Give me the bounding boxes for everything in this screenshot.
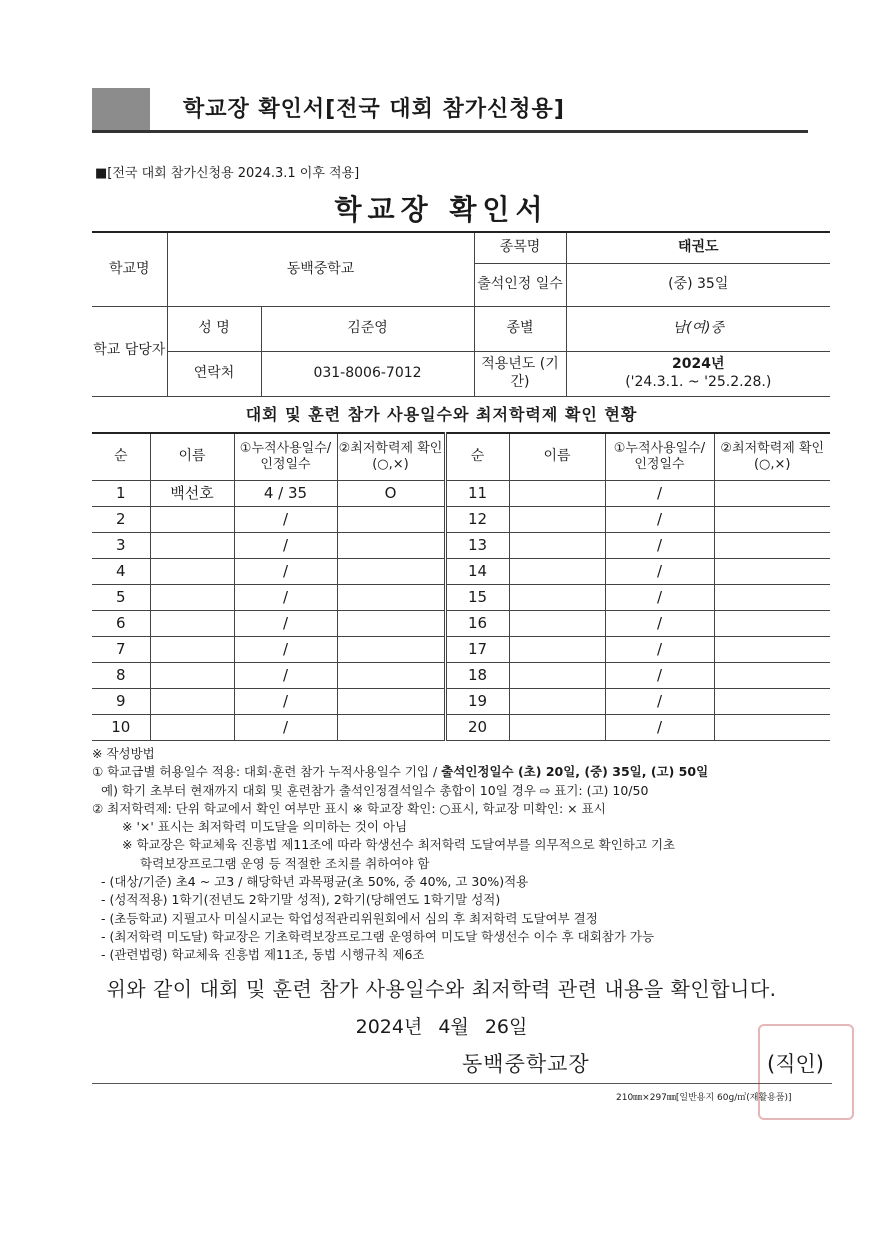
days-cell: / bbox=[605, 663, 714, 689]
name-cell bbox=[150, 663, 234, 689]
seq-cell: 20 bbox=[445, 715, 509, 741]
name-label: 성 명 bbox=[167, 306, 261, 351]
notes-line bbox=[92, 763, 837, 781]
notes-line: ※ 학교장은 학교체육 진흥법 제11조에 따라 학생선수 최저학력 도달여부를 의무적으로 확인하고 기초 bbox=[122, 837, 676, 853]
header-title: 학교장 확인서[전국 대회 참가신청용] bbox=[183, 97, 565, 122]
days-cell: / bbox=[234, 663, 337, 689]
header-days: ①누적사용일수/ 인정일수 bbox=[605, 433, 714, 481]
name-cell bbox=[509, 689, 605, 715]
check-cell bbox=[714, 481, 830, 507]
check-cell bbox=[714, 507, 830, 533]
seq-cell: 15 bbox=[445, 585, 509, 611]
seq-cell: 16 bbox=[445, 611, 509, 637]
notes-line1b: 출석인정일수 (초) 20일, (중) 35일, (고) 50일 bbox=[441, 764, 709, 780]
name-cell bbox=[509, 559, 605, 585]
days-cell: / bbox=[605, 559, 714, 585]
seq-cell: 14 bbox=[445, 559, 509, 585]
check-cell bbox=[337, 533, 445, 559]
days-cell: / bbox=[605, 533, 714, 559]
bottom-rule bbox=[92, 1083, 832, 1084]
seq-cell: 13 bbox=[445, 533, 509, 559]
contact-label: 연락처 bbox=[167, 351, 261, 396]
notes-line: - (성적적용) 1학기(전년도 2학기말 성적), 2학기(당해연도 1학기말 성적) bbox=[101, 892, 501, 908]
name-cell bbox=[150, 507, 234, 533]
check-cell bbox=[714, 637, 830, 663]
table-row bbox=[92, 689, 830, 715]
notes-line: - (초등학교) 지필고사 미실시교는 학업성적관리위원회에서 심의 후 최저학력 도달여부 결정 bbox=[101, 910, 598, 926]
year-value: 2024년 bbox=[672, 356, 725, 372]
seq-cell: 19 bbox=[445, 689, 509, 715]
instructions bbox=[92, 745, 837, 965]
check-cell bbox=[337, 637, 445, 663]
contact-value: 031-8006-7012 bbox=[261, 351, 474, 396]
days-cell: / bbox=[234, 689, 337, 715]
check-cell bbox=[337, 715, 445, 741]
check-cell: O bbox=[337, 481, 445, 507]
seq-cell: 10 bbox=[92, 715, 150, 741]
check-cell bbox=[337, 559, 445, 585]
school-name-value: 동백중학교 bbox=[167, 232, 474, 306]
notes-line: - (관련법령) 학교체육 진흥법 제11조, 동법 시행규칙 제6조 bbox=[101, 947, 425, 963]
gender-label: 종별 bbox=[474, 306, 566, 351]
check-cell bbox=[714, 585, 830, 611]
header-days: ①누적사용일수/인정일수 bbox=[234, 433, 337, 481]
name-cell bbox=[509, 715, 605, 741]
name-cell bbox=[150, 689, 234, 715]
gender-value: 남(여)중 bbox=[566, 306, 830, 351]
name-cell bbox=[509, 637, 605, 663]
section-title: 대회 및 훈련 참가 사용일수와 최저학력제 확인 현황 bbox=[245, 405, 638, 424]
header-seq: 순 bbox=[92, 433, 150, 481]
notes-line: ※ '×' 표시는 최저학력 미도달을 의미하는 것이 아님 bbox=[122, 819, 408, 835]
days-cell: / bbox=[234, 637, 337, 663]
table-row bbox=[92, 481, 830, 507]
table-row bbox=[92, 533, 830, 559]
days-cell: / bbox=[605, 689, 714, 715]
check-cell bbox=[714, 715, 830, 741]
seq-cell: 2 bbox=[92, 507, 150, 533]
name-cell bbox=[150, 715, 234, 741]
notes-line: 학력보장프로그램 운영 등 적절한 조치를 취하여야 함 bbox=[140, 855, 430, 871]
seq-cell: 11 bbox=[445, 481, 509, 507]
days-cell: / bbox=[234, 611, 337, 637]
principal-name: 동백중학교장 bbox=[462, 1052, 590, 1076]
table-row bbox=[92, 611, 830, 637]
school-info-table bbox=[92, 231, 830, 397]
check-cell bbox=[714, 611, 830, 637]
name-cell bbox=[509, 481, 605, 507]
seq-cell: 3 bbox=[92, 533, 150, 559]
header-rule bbox=[92, 130, 808, 133]
check-cell bbox=[714, 663, 830, 689]
seq-cell: 4 bbox=[92, 559, 150, 585]
notes-heading: ※ 작성방법 bbox=[92, 746, 155, 761]
check-cell bbox=[337, 689, 445, 715]
check-cell bbox=[714, 559, 830, 585]
notice-text: ■[전국 대회 참가신청용 2024.3.1 이후 적용] bbox=[95, 166, 360, 181]
notes-line: 예) 학기 초부터 현재까지 대회 및 훈련참가 출석인정결석일수 총합이 10일 경우 ⇨ 표기: (고) 10/50 bbox=[101, 782, 649, 798]
header-check: ②최저학력제 확인(○,×) bbox=[337, 433, 445, 481]
days-cell: / bbox=[605, 715, 714, 741]
check-cell bbox=[337, 611, 445, 637]
days-cell: / bbox=[234, 507, 337, 533]
header-gray-block bbox=[92, 88, 150, 132]
document-title: 학교장 확인서 bbox=[334, 193, 549, 226]
issue-date: 2024년 4월 26일 bbox=[355, 1016, 528, 1038]
table-row bbox=[92, 637, 830, 663]
seq-cell: 8 bbox=[92, 663, 150, 689]
name-cell bbox=[150, 611, 234, 637]
seq-cell: 7 bbox=[92, 637, 150, 663]
seq-cell: 5 bbox=[92, 585, 150, 611]
notes-line1a: ① 학교급별 허용일수 적용: 대회·훈련 참가 누적사용일수 기입 / bbox=[92, 764, 442, 780]
attendance-value: (중) 35일 bbox=[566, 263, 830, 306]
days-cell: / bbox=[234, 559, 337, 585]
header-name: 이름 bbox=[150, 433, 234, 481]
days-cell: / bbox=[234, 715, 337, 741]
header-name: 이름 bbox=[509, 433, 605, 481]
notes-line: - (대상/기준) 초4 ~ 고3 / 해당학년 과목평균(초 50%, 중 40%, 고 30%)적용 bbox=[101, 874, 529, 890]
manager-label: 학교 담당자 bbox=[92, 306, 167, 396]
days-cell: / bbox=[234, 533, 337, 559]
days-cell: / bbox=[605, 481, 714, 507]
records-table bbox=[92, 432, 830, 741]
name-cell bbox=[509, 663, 605, 689]
year-cell bbox=[566, 351, 830, 396]
header-seq: 순 bbox=[445, 433, 509, 481]
check-cell bbox=[337, 507, 445, 533]
name-cell bbox=[150, 637, 234, 663]
days-cell: / bbox=[605, 585, 714, 611]
seq-cell: 9 bbox=[92, 689, 150, 715]
header-check: ②최저학력제 확인(○,×) bbox=[714, 433, 830, 481]
seq-cell: 18 bbox=[445, 663, 509, 689]
event-value: 태권도 bbox=[566, 232, 830, 263]
name-cell bbox=[509, 533, 605, 559]
name-cell bbox=[150, 533, 234, 559]
year-label: 적용년도 (기간) bbox=[474, 351, 566, 396]
school-name-label: 학교명 bbox=[92, 232, 167, 306]
confirmation-text: 위와 같이 대회 및 훈련 참가 사용일수와 최저학력 관련 내용을 확인합니다. bbox=[106, 977, 777, 1001]
name-cell bbox=[509, 611, 605, 637]
notes-line: ② 최저학력제: 단위 학교에서 확인 여부만 표시 ※ 학교장 확인: ○표시, 학교장 미확인: × 표시 bbox=[92, 800, 606, 816]
table-row bbox=[92, 507, 830, 533]
check-cell bbox=[714, 533, 830, 559]
days-cell: 4 / 35 bbox=[234, 481, 337, 507]
name-value: 김준영 bbox=[261, 306, 474, 351]
name-cell bbox=[150, 559, 234, 585]
name-cell bbox=[509, 585, 605, 611]
days-cell: / bbox=[605, 507, 714, 533]
table-row bbox=[92, 715, 830, 741]
check-cell bbox=[337, 663, 445, 689]
name-cell bbox=[509, 507, 605, 533]
event-label: 종목명 bbox=[474, 232, 566, 263]
name-cell: 백선호 bbox=[150, 481, 234, 507]
table-row bbox=[92, 585, 830, 611]
period-value: ('24.3.1. ~ '25.2.28.) bbox=[625, 373, 772, 390]
attendance-label: 출석인정 일수 bbox=[474, 263, 566, 306]
seq-cell: 12 bbox=[445, 507, 509, 533]
seq-cell: 17 bbox=[445, 637, 509, 663]
notes-line: - (최저학력 미도달) 학교장은 기초학력보장프로그램 운영하여 미도달 학생선수 이수 후 대회참가 가능 bbox=[101, 928, 655, 944]
days-cell: / bbox=[605, 637, 714, 663]
table-row bbox=[92, 663, 830, 689]
check-cell bbox=[337, 585, 445, 611]
paper-spec: 210㎜×297㎜[일반용지 60g/㎡(재활용품)] bbox=[616, 1093, 792, 1103]
days-cell: / bbox=[234, 585, 337, 611]
seq-cell: 1 bbox=[92, 481, 150, 507]
table-row bbox=[92, 559, 830, 585]
days-cell: / bbox=[605, 611, 714, 637]
seal-label: (직인) bbox=[767, 1052, 824, 1076]
seq-cell: 6 bbox=[92, 611, 150, 637]
name-cell bbox=[150, 585, 234, 611]
check-cell bbox=[714, 689, 830, 715]
